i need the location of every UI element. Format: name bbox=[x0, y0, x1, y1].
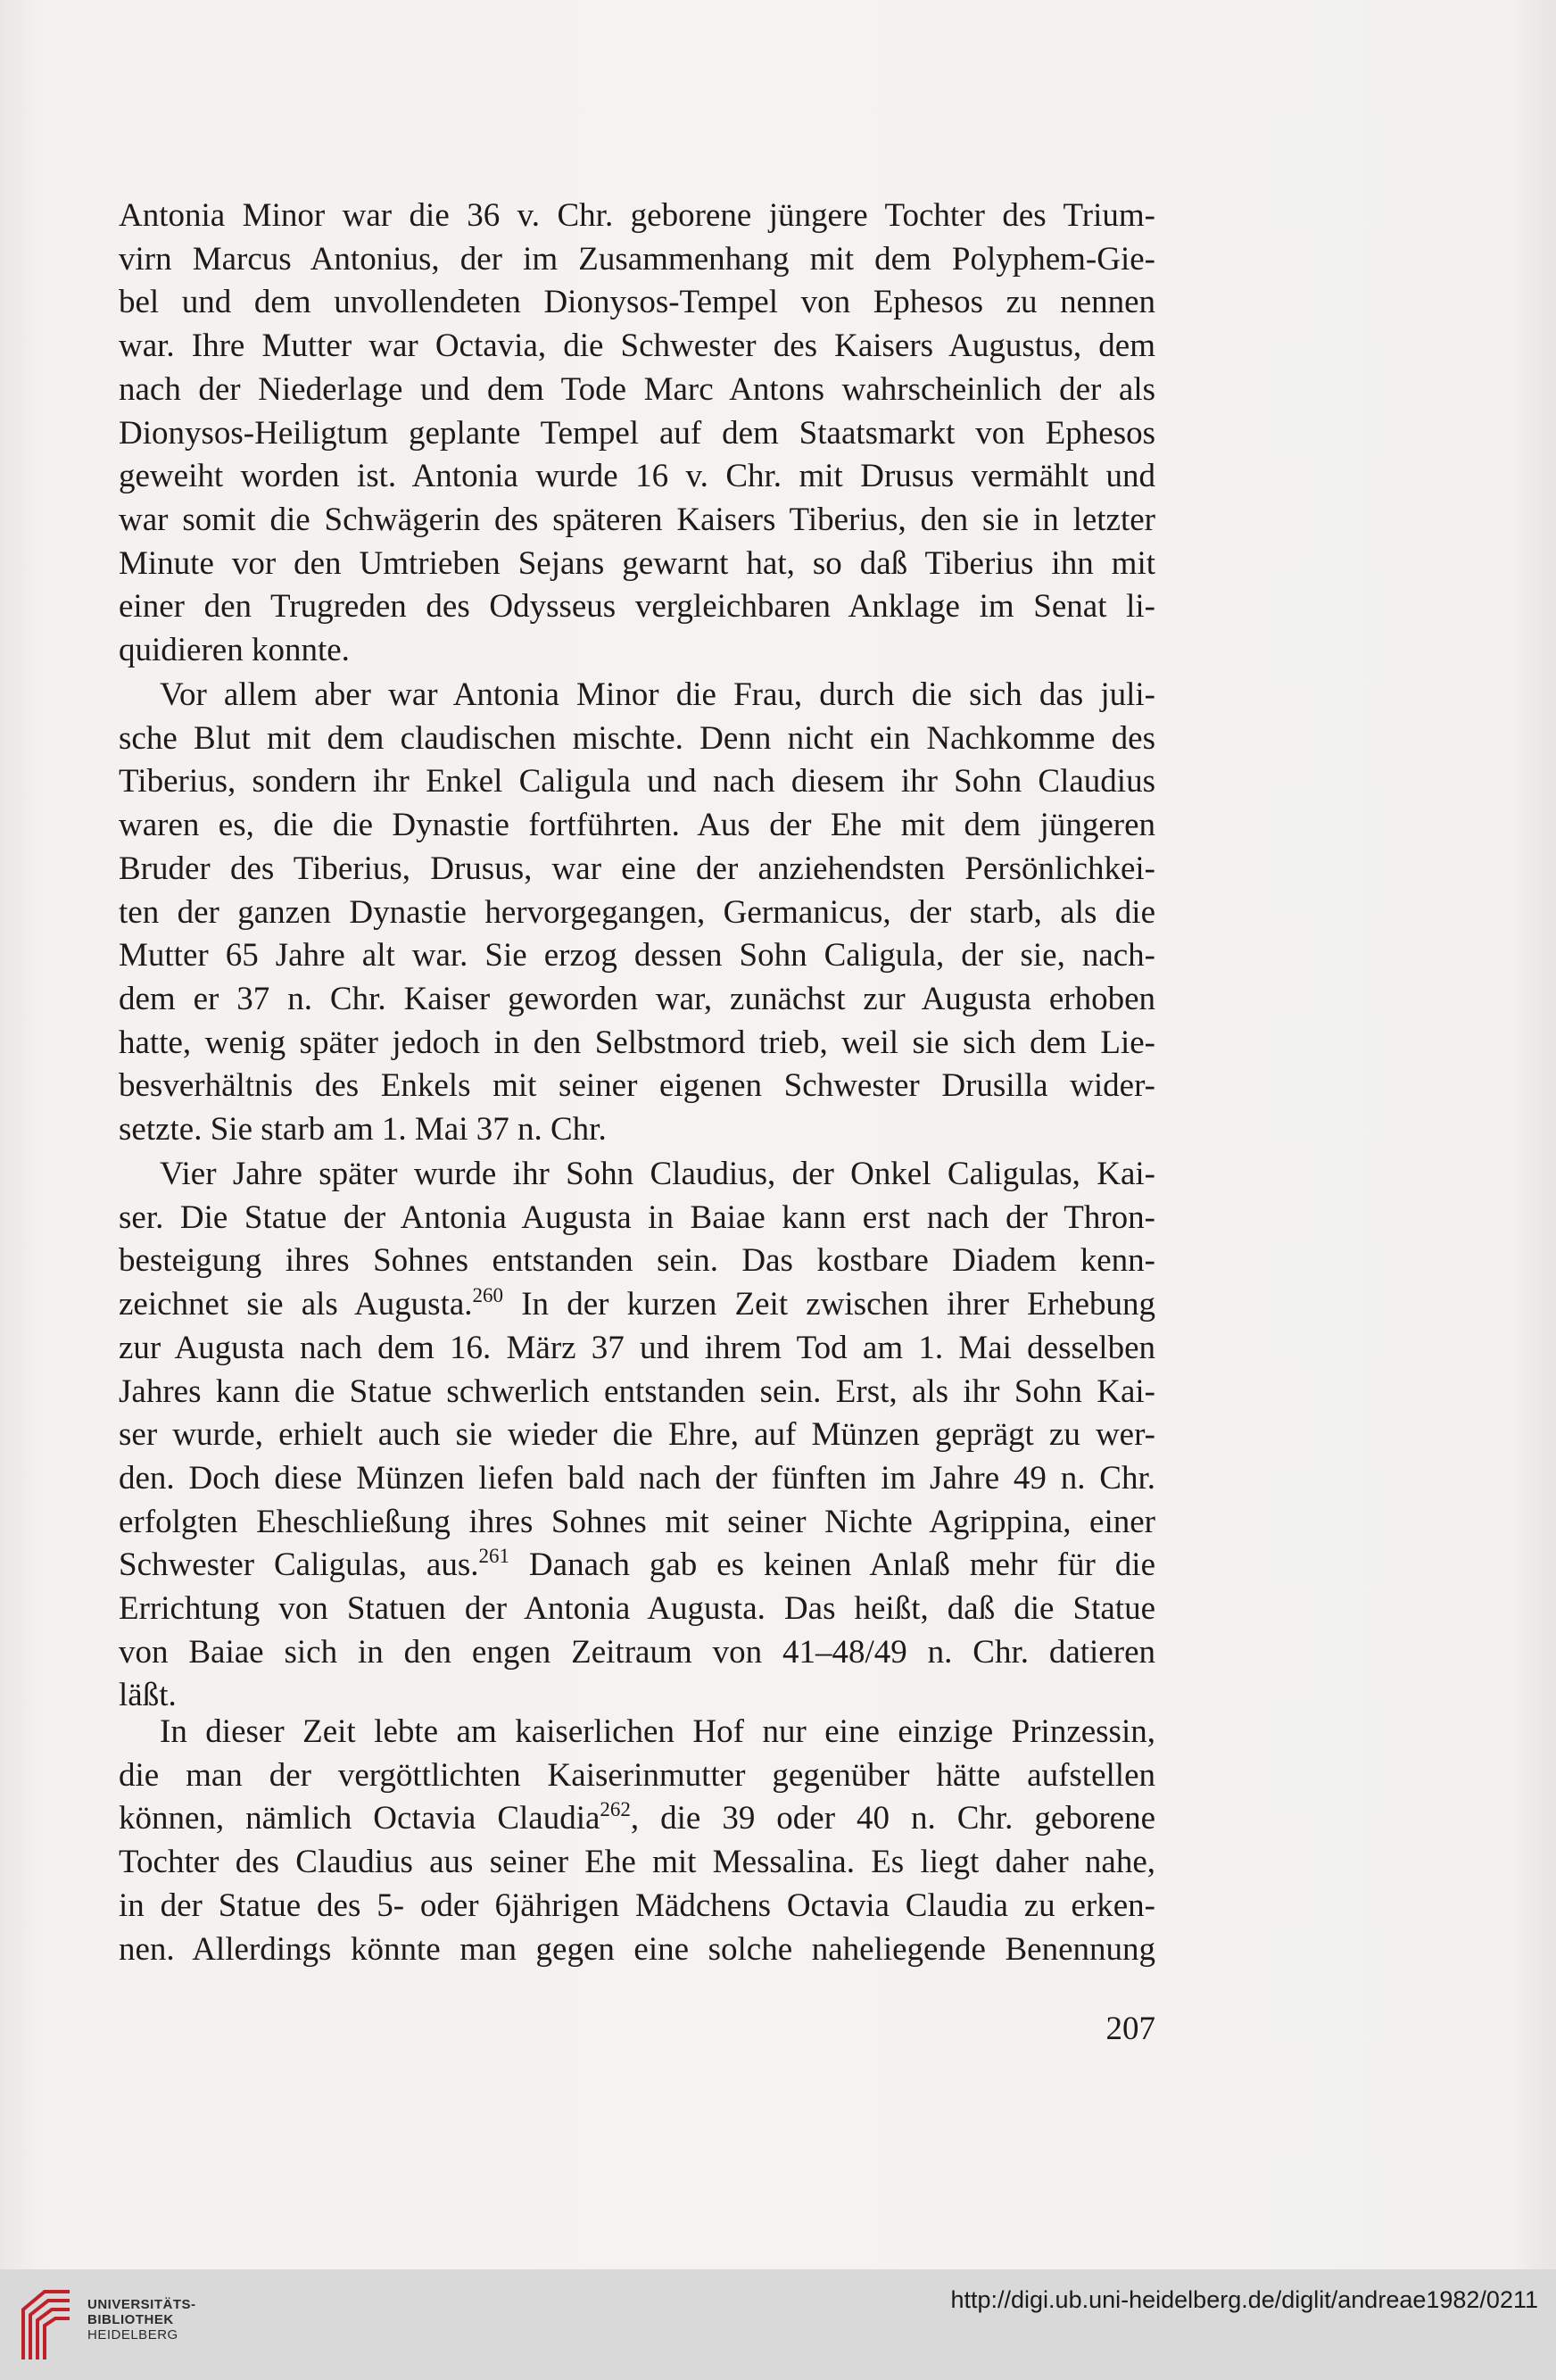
paragraph-3 bbox=[119, 1153, 1155, 1718]
library-name-line: UNIVERSITÄTS- bbox=[87, 2297, 196, 2312]
text-line: waren es, die die Dynastie fortführten. Aus der Ehe mit dem jüngeren bbox=[119, 807, 1155, 844]
text-line: besteigung ihres Sohnes entstanden sein. Das kostbare Diadem kenn- bbox=[119, 1242, 1155, 1280]
text-line bbox=[119, 1797, 1155, 1841]
text-line: Vier Jahre später wurde ihr Sohn Claudius, der Onkel Caligulas, Kai- bbox=[160, 1156, 1155, 1192]
text-line: den. Doch diese Münzen liefen bald nach der fünften im Jahre 49 n. Chr. bbox=[119, 1459, 1155, 1497]
text-line: war somit die Schwägerin des späteren Kaisers Tiberius, den sie in letzter bbox=[119, 501, 1155, 538]
text-line: erfolgten Eheschließung ihres Sohnes mit seiner Nichte Agrippina, einer bbox=[119, 1503, 1155, 1540]
paragraph-2 bbox=[119, 674, 1155, 1152]
text-line: quidieren konnte. bbox=[119, 632, 350, 669]
text-line: nach der Niederlage und dem Tode Marc Antons wahrscheinlich der als bbox=[119, 370, 1155, 408]
text-segment: Schwester Caligulas, aus. bbox=[119, 1547, 479, 1584]
page-number: 207 bbox=[1105, 2011, 1155, 2047]
footnote-ref-261[interactable]: 261 bbox=[478, 1545, 509, 1568]
footnote-ref-262[interactable]: 262 bbox=[600, 1798, 631, 1821]
text-line: Minute vor den Umtrieben Sejans gewarnt hat, so daß Tiberius ihn mit bbox=[119, 544, 1155, 582]
text-segment: können, nämlich Octavia Claudia bbox=[119, 1800, 600, 1837]
text-line: Errichtung von Statuen der Antonia Augusta. Das heißt, daß die Statue bbox=[119, 1590, 1155, 1628]
paragraph-4 bbox=[119, 1711, 1155, 1971]
text-line: ten der ganzen Dynastie hervorgegangen, Germanicus, der starb, als die bbox=[119, 893, 1155, 931]
text-line: ser. Die Statue der Antonia Augusta in Baiae kann erst nach der Thron- bbox=[119, 1198, 1155, 1236]
text-segment: In der kurzen Zeit zwischen ihrer Erhebung bbox=[503, 1286, 1156, 1323]
paragraph-1 bbox=[119, 195, 1155, 673]
library-name bbox=[87, 2297, 196, 2343]
text-line bbox=[119, 1283, 1155, 1327]
text-segment: Danach gab es keinen Anlaß mehr für die bbox=[509, 1547, 1155, 1584]
library-name-line: BIBLIOTHEK bbox=[87, 2312, 174, 2327]
text-line: Tochter des Claudius aus seiner Ehe mit Messalina. Es liegt daher nahe, bbox=[119, 1844, 1155, 1881]
footnote-ref-260[interactable]: 260 bbox=[472, 1284, 504, 1307]
text-line: Bruder des Tiberius, Drusus, war eine der anziehendsten Persönlichkei- bbox=[119, 850, 1155, 887]
text-line: hatte, wenig später jedoch in den Selbstmord trieb, weil sie sich dem Lie- bbox=[119, 1024, 1155, 1061]
text-line: in der Statue des 5- oder 6jährigen Mädchens Octavia Claudia zu erken- bbox=[119, 1887, 1155, 1924]
library-logo-icon bbox=[18, 2283, 75, 2365]
text-line: besverhältnis des Enkels mit seiner eigenen Schwester Drusilla wider- bbox=[119, 1067, 1155, 1105]
text-line: nen. Allerdings könnte man gegen eine solche naheliegende Benennung bbox=[119, 1930, 1155, 1968]
text-line: zur Augusta nach dem 16. März 37 und ihrem Tod am 1. Mai desselben bbox=[119, 1329, 1155, 1366]
text-line: war. Ihre Mutter war Octavia, die Schwester des Kaisers Augustus, dem bbox=[119, 328, 1155, 365]
permalink-url[interactable]: http://digi.ub.uni-heidelberg.de/diglit/andreae1982/0211 bbox=[950, 2286, 1538, 2313]
text-line: Tiberius, sondern ihr Enkel Caligula und nach diesem ihr Sohn Claudius bbox=[119, 763, 1155, 800]
text-line: geweiht worden ist. Antonia wurde 16 v. Chr. mit Drusus vermählt und bbox=[119, 458, 1155, 495]
text-line: setzte. Sie starb am 1. Mai 37 n. Chr. bbox=[119, 1111, 607, 1149]
text-line: Antonia Minor war die 36 v. Chr. geborene jüngere Tochter des Trium- bbox=[119, 197, 1155, 234]
text-line: Jahres kann die Statue schwerlich entstanden sein. Erst, als ihr Sohn Kai- bbox=[119, 1372, 1155, 1410]
text-segment: , die 39 oder 40 n. Chr. geborene bbox=[630, 1800, 1155, 1837]
text-line: läßt. bbox=[119, 1677, 177, 1714]
text-line: virn Marcus Antonius, der im Zusammenhang mit dem Polyphem-Gie- bbox=[119, 240, 1155, 278]
text-line: Dionysos-Heiligtum geplante Tempel auf dem Staatsmarkt von Ephesos bbox=[119, 414, 1155, 452]
text-segment: zeichnet sie als Augusta. bbox=[119, 1286, 473, 1323]
text-line: sche Blut mit dem claudischen mischte. Denn nicht ein Nachkomme des bbox=[119, 719, 1155, 757]
text-line: ser wurde, erhielt auch sie wieder die Ehre, auf Münzen geprägt zu wer- bbox=[119, 1416, 1155, 1454]
library-name-line: HEIDELBERG bbox=[87, 2327, 178, 2343]
text-line: Mutter 65 Jahre alt war. Sie erzog dessen Sohn Caligula, der sie, nach- bbox=[119, 937, 1155, 974]
text-line: einer den Trugreden des Odysseus vergleichbaren Anklage im Senat li- bbox=[119, 588, 1155, 626]
text-line: von Baiae sich in den engen Zeitraum von 41–48/49 n. Chr. datieren bbox=[119, 1633, 1155, 1671]
text-line: die man der vergöttlichten Kaiserinmutter gegenüber hätte aufstellen bbox=[119, 1756, 1155, 1794]
text-line: In dieser Zeit lebte am kaiserlichen Hof nur eine einzige Prinzessin, bbox=[160, 1713, 1155, 1750]
text-line bbox=[119, 1544, 1155, 1588]
text-line: bel und dem unvollendeten Dionysos-Tempel von Ephesos zu nennen bbox=[119, 284, 1155, 321]
text-line: dem er 37 n. Chr. Kaiser geworden war, zunächst zur Augusta erhoben bbox=[119, 980, 1155, 1017]
text-line: Vor allem aber war Antonia Minor die Frau, durch die sich das juli- bbox=[160, 676, 1155, 713]
